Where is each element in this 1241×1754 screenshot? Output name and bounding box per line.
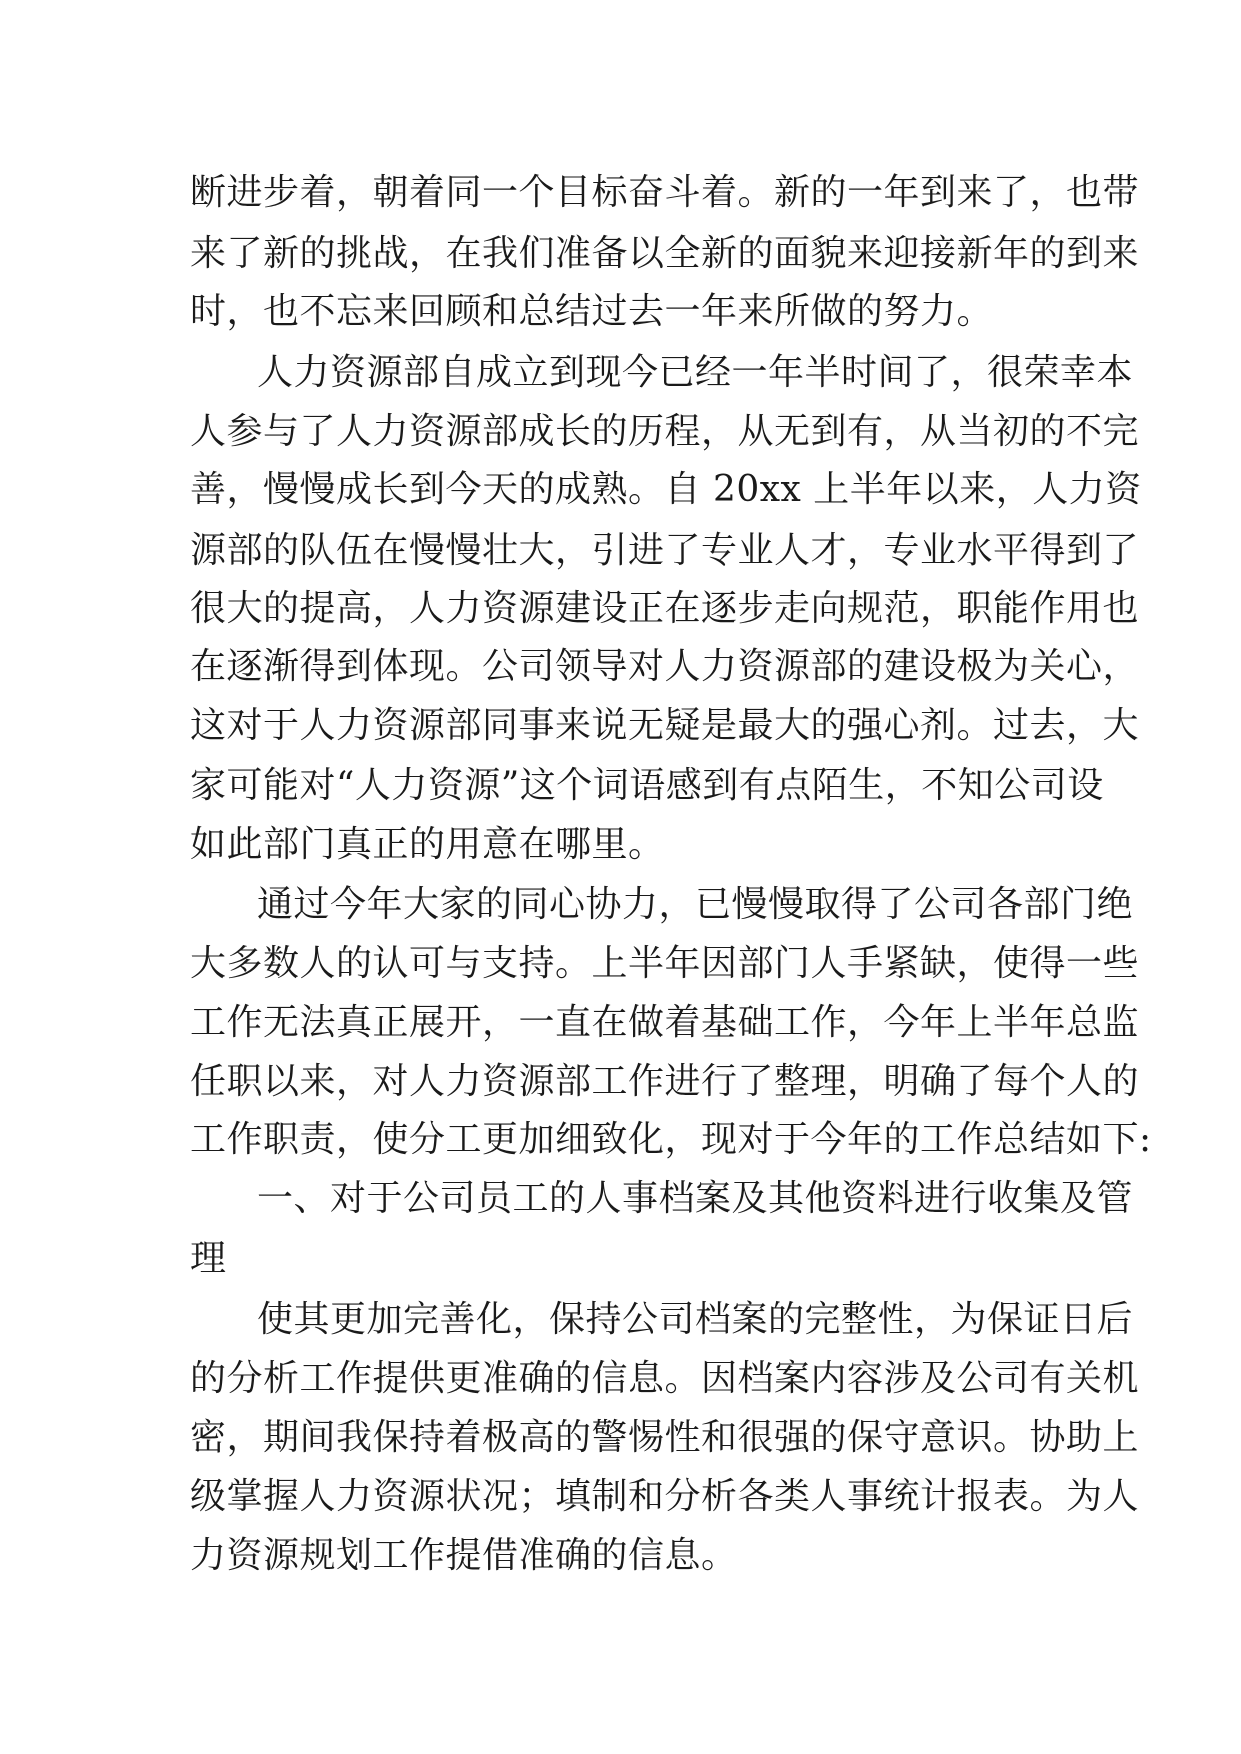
paragraph-first-line: 通过今年大家的同心协力，已慢慢取得了公司各部门绝 bbox=[257, 884, 1134, 925]
text-line: 在逐渐得到体现。公司领导对人力资源部的建设极为关心， bbox=[190, 646, 1140, 687]
text-line: 力资源规划工作提借准确的信息。 bbox=[190, 1535, 738, 1576]
text-line: 很大的提高，人力资源建设正在逐步走向规范，职能作用也 bbox=[190, 588, 1140, 629]
text-line: 人参与了人力资源部成长的历程，从无到有，从当初的不完 bbox=[190, 411, 1140, 452]
text-line: 密，期间我保持着极高的警惕性和很强的保守意识。协助上 bbox=[190, 1417, 1140, 1458]
paragraph-first-line: 人力资源部自成立到现今已经一年半时间了，很荣幸本 bbox=[257, 352, 1134, 393]
text-line: 工作职责，使分工更加细致化，现对于今年的工作总结如下: bbox=[190, 1119, 1152, 1160]
text-line: 源部的队伍在慢慢壮大，引进了专业人才，专业水平得到了 bbox=[190, 530, 1140, 571]
paragraph-first-line: 使其更加完善化，保持公司档案的完整性，为保证日后 bbox=[257, 1299, 1134, 1340]
text-line: 工作无法真正展开，一直在做着基础工作，今年上半年总监 bbox=[190, 1002, 1140, 1043]
text-line: 家可能对“人力资源”这个词语感到有点陌生，不知公司设 bbox=[190, 765, 1104, 806]
text-line: 大多数人的认可与支持。上半年因部门人手紧缺，使得一些 bbox=[190, 943, 1140, 984]
text-line: 善，慢慢成长到今天的成熟。自 20xx 上半年以来，人力资 bbox=[190, 469, 1142, 510]
text-line: 来了新的挑战，在我们准备以全新的面貌来迎接新年的到来 bbox=[190, 233, 1140, 274]
text-line: 的分析工作提供更准确的信息。因档案内容涉及公司有关机 bbox=[190, 1358, 1140, 1399]
section-heading-continuation: 理 bbox=[190, 1238, 227, 1279]
text-line: 时，也不忘来回顾和总结过去一年来所做的努力。 bbox=[190, 291, 994, 332]
text-line: 这对于人力资源部同事来说无疑是最大的强心剂。过去，大 bbox=[190, 705, 1140, 746]
text-line: 级掌握人力资源状况；填制和分析各类人事统计报表。为人 bbox=[190, 1476, 1140, 1517]
text-line: 如此部门真正的用意在哪里。 bbox=[190, 824, 665, 865]
text-line: 断进步着，朝着同一个目标奋斗着。新的一年到来了，也带 bbox=[190, 172, 1140, 213]
section-heading: 一、对于公司员工的人事档案及其他资料进行收集及管 bbox=[257, 1178, 1134, 1219]
text-line: 任职以来，对人力资源部工作进行了整理，明确了每个人的 bbox=[190, 1061, 1140, 1102]
